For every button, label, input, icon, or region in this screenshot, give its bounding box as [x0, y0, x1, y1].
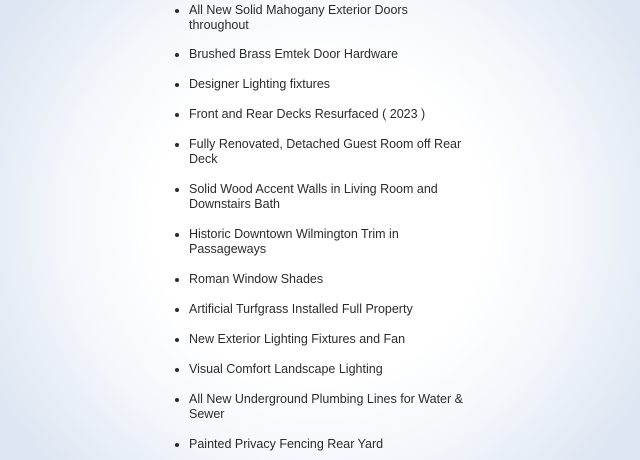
list-item: [175, 227, 465, 257]
list-item-text: Front and Rear Decks Resurfaced ( 2023 ): [189, 107, 426, 121]
list-item: [175, 272, 465, 287]
list-item-text: Fully Renovated, Detached Guest Room off Rear Deck: [189, 137, 462, 166]
list-item: [175, 107, 465, 122]
list-item-text: New Exterior Lighting Fixtures and Fan: [189, 332, 406, 346]
bullet-icon: [175, 113, 179, 117]
list-item: [175, 182, 465, 212]
features-list: [175, 3, 465, 452]
list-item-text: Designer Lighting fixtures: [189, 77, 331, 91]
list-item-text: Painted Privacy Fencing Rear Yard: [189, 437, 384, 451]
bullet-icon: [175, 338, 179, 342]
list-item-text: All New Underground Plumbing Lines for Water & Sewer: [189, 392, 463, 421]
list-item-text: Roman Window Shades: [189, 272, 324, 286]
bullet-icon: [175, 368, 179, 372]
list-item-text: Brushed Brass Emtek Door Hardware: [189, 47, 399, 61]
list-item: [175, 437, 465, 452]
bullet-icon: [175, 398, 179, 402]
list-item: [175, 77, 465, 92]
list-item-text: Visual Comfort Landscape Lighting: [189, 362, 383, 376]
bullet-icon: [175, 143, 179, 147]
bullet-icon: [175, 278, 179, 282]
list-item: [175, 3, 465, 33]
list-item: [175, 302, 465, 317]
bullet-icon: [175, 443, 179, 447]
bullet-icon: [175, 308, 179, 312]
list-item-text: Solid Wood Accent Walls in Living Room and Downstairs Bath: [189, 182, 438, 211]
list-item: [175, 47, 465, 62]
list-item: [175, 392, 465, 422]
list-item: [175, 332, 465, 347]
list-item: [175, 362, 465, 377]
list-item-text: Historic Downtown Wilmington Trim in Passageways: [189, 227, 399, 256]
bullet-icon: [175, 53, 179, 57]
bullet-icon: [175, 233, 179, 237]
list-item: [175, 137, 465, 167]
bullet-icon: [175, 188, 179, 192]
list-item-text: Artificial Turfgrass Installed Full Property: [189, 302, 413, 316]
bullet-icon: [175, 9, 179, 13]
bullet-icon: [175, 83, 179, 87]
list-item-text: All New Solid Mahogany Exterior Doors throughout: [189, 3, 408, 32]
